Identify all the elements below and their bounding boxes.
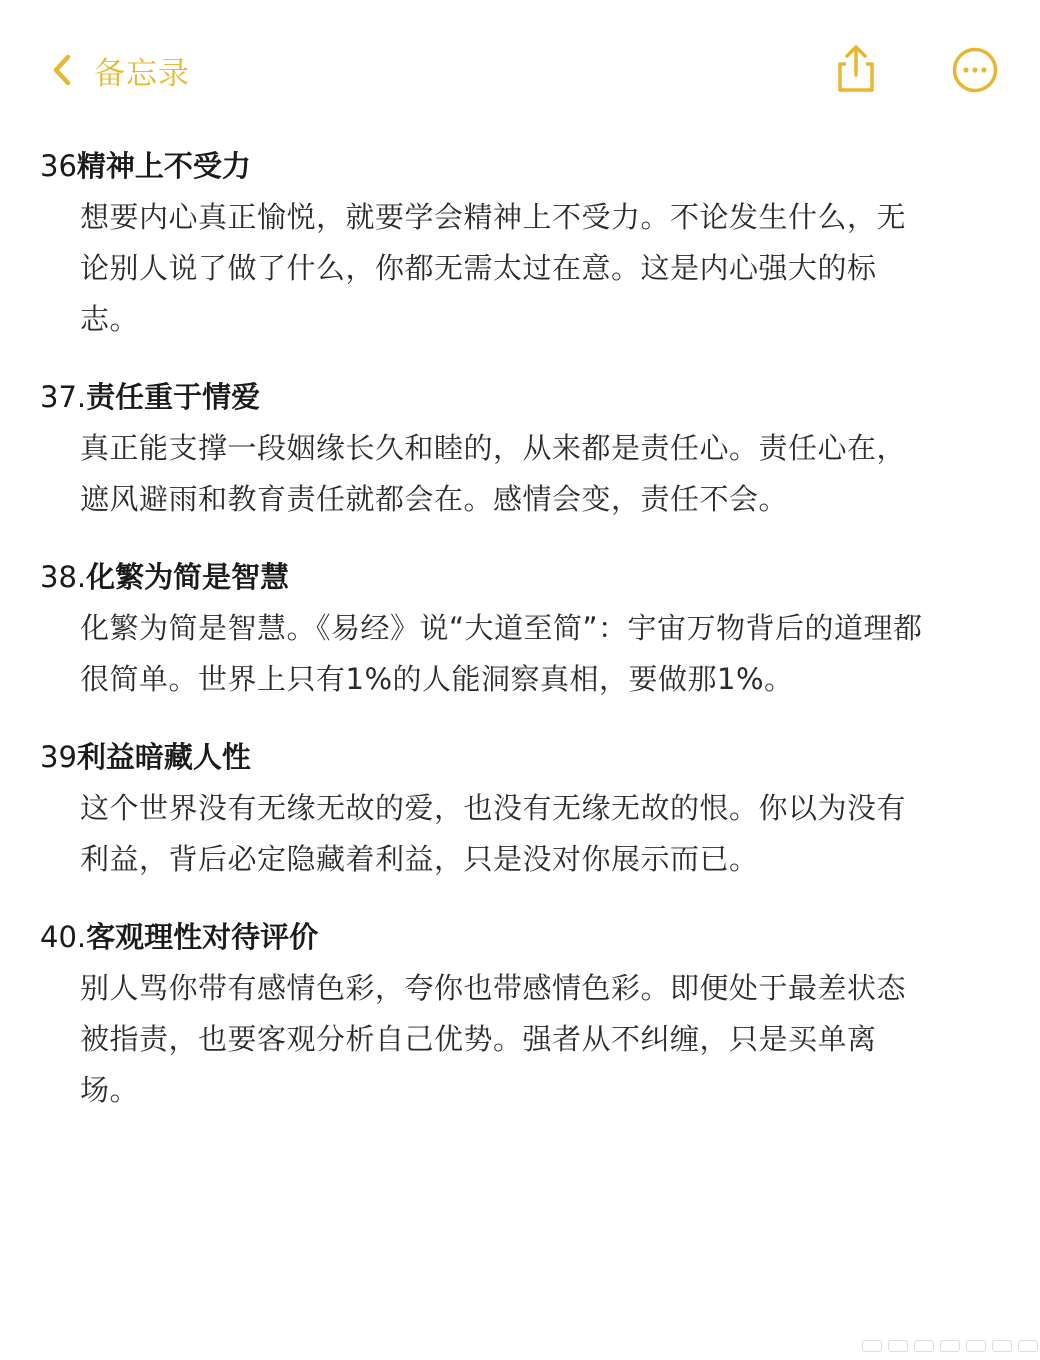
note-section-40 [0, 911, 1040, 1116]
section-title: 利益暗藏人性 [76, 740, 251, 774]
body-line: 利益，背后必定隐藏着利益，只是没对你展示而已。 [80, 842, 759, 876]
body-line: 遮风避雨和教育责任就都会在。感情会变，责任不会。 [80, 482, 789, 516]
section-body [80, 963, 980, 1116]
section-heading [40, 551, 1040, 603]
body-line: 志。 [80, 302, 140, 336]
chevron-left-icon [46, 44, 80, 96]
note-section-36 [0, 140, 1040, 345]
body-line: 很简单。世界上只有1%的人能洞察真相，要做那1%。 [80, 662, 794, 696]
body-line: 被指责，也要客观分析自己优势。强者从不纠缠，只是买单离 [80, 1022, 877, 1056]
body-line: 场。 [80, 1073, 140, 1107]
section-title: 责任重于情爱 [86, 380, 261, 414]
section-number: 38. [40, 560, 87, 594]
back-label: 备忘录 [94, 55, 190, 92]
section-heading [40, 911, 1040, 963]
navigation-bar [0, 0, 1040, 130]
watermark-decoration [862, 1340, 1040, 1352]
section-body [80, 783, 980, 885]
note-content[interactable] [0, 140, 1040, 1142]
body-line: 这个世界没有无缘无故的爱，也没有无缘无故的恨。你以为没有 [80, 791, 907, 825]
note-section-38 [0, 551, 1040, 705]
section-heading [40, 371, 1040, 423]
more-icon [952, 47, 998, 93]
section-title: 客观理性对待评价 [86, 920, 319, 954]
share-button[interactable] [832, 44, 880, 94]
more-button[interactable] [952, 47, 998, 93]
section-title: 化繁为简是智慧 [86, 560, 290, 594]
share-icon [832, 44, 880, 94]
section-number: 36 [40, 149, 77, 183]
note-section-37 [0, 371, 1040, 525]
section-title: 精神上不受力 [76, 149, 251, 183]
section-heading [40, 140, 1040, 192]
note-section-39 [0, 731, 1040, 885]
body-line: 想要内心真正愉悦，就要学会精神上不受力。不论发生什么，无 [80, 200, 907, 234]
section-body [80, 603, 980, 705]
body-line: 化繁为简是智慧。《易经》说“大道至简”：宇宙万物背后的道理都 [80, 611, 923, 645]
section-body [80, 423, 980, 525]
section-heading [40, 731, 1040, 783]
back-button[interactable] [46, 44, 190, 96]
section-number: 40. [40, 920, 87, 954]
body-line: 别人骂你带有感情色彩，夸你也带感情色彩。即便处于最差状态 [80, 971, 907, 1005]
body-line: 真正能支撑一段姻缘长久和睦的，从来都是责任心。责任心在， [80, 431, 907, 465]
section-body [80, 192, 980, 345]
section-number: 37. [40, 380, 87, 414]
body-line: 论别人说了做了什么，你都无需太过在意。这是内心强大的标 [80, 251, 877, 285]
section-number: 39 [40, 740, 77, 774]
